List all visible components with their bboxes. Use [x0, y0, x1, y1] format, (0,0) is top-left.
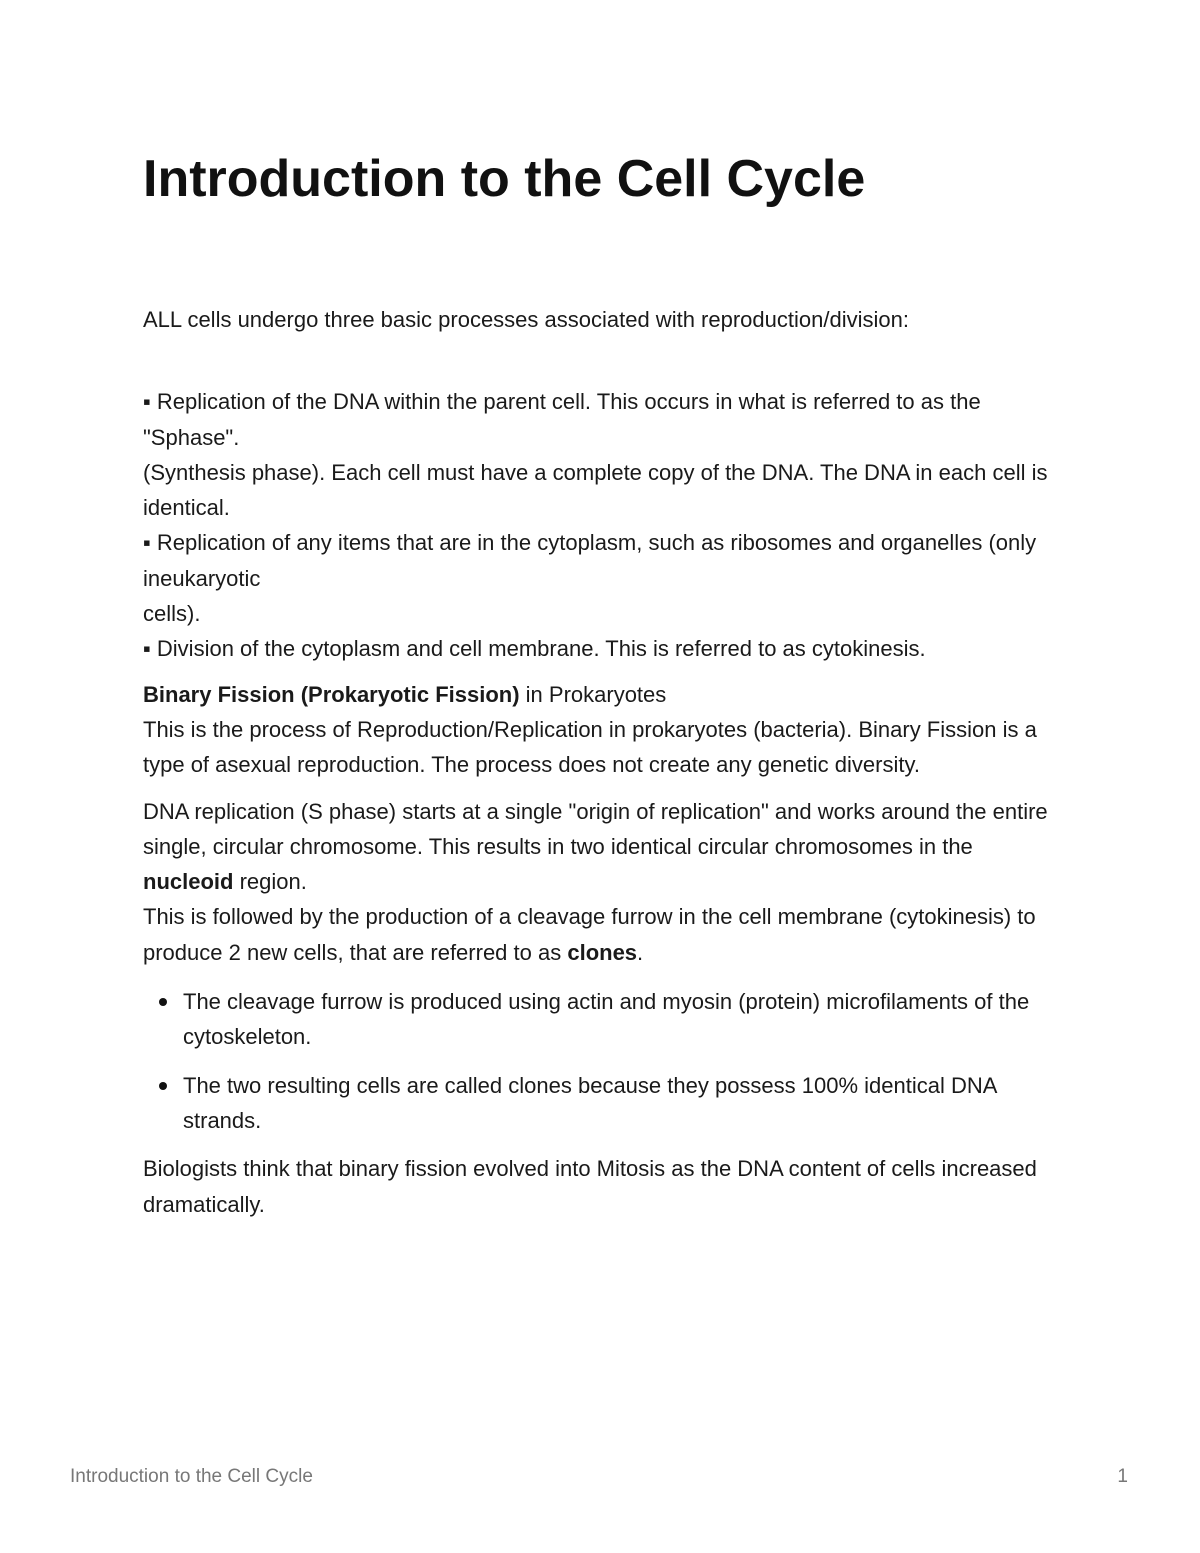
process-2-line-2: cells).: [143, 601, 201, 627]
dna-para-text-1: DNA replication (S phase) starts at a single "origin of replication" and works around the entire single, circular chromosome. This results in two identical circular chromosomes in the: [143, 798, 1048, 859]
intro-paragraph: ALL cells undergo three basic processes associated with reproduction/division:: [143, 307, 909, 332]
binary-fission-heading-rest: in Prokaryotes: [519, 681, 667, 707]
list-item: [143, 984, 1063, 1055]
nucleoid-term: nucleoid: [143, 869, 234, 895]
furrow-text-1: This is followed by the production of a cleavage furrow in the cell membrane (cytokinesis) to produce 2 new cells, that are referred to as: [143, 904, 1036, 965]
process-1-line-3: identical.: [143, 495, 230, 521]
dna-para-text-2: region.: [233, 869, 307, 895]
bullet-list: [143, 984, 1063, 1138]
binary-fission-heading: [143, 677, 1063, 712]
closing-paragraph: Biologists think that binary fission evolved into Mitosis as the DNA content of cells increased dramatically.: [143, 1156, 1037, 1217]
page-number: 1: [1117, 1466, 1128, 1487]
process-2-line-1: ▪ Replication of any items that are in the cytoplasm, such as ribosomes and organelles (only ineukaryotic: [143, 530, 1037, 591]
footer-title: Introduction to the Cell Cycle: [70, 1466, 313, 1487]
process-1-line-2: (Synthesis phase). Each cell must have a complete copy of the DNA. The DNA in each cell is: [143, 459, 1048, 485]
cleavage-furrow-paragraph: [143, 899, 1063, 970]
document-body: [143, 302, 1063, 1222]
list-item-text: The cleavage furrow is produced using actin and myosin (protein) microfilaments of the cytoskeleton.: [183, 989, 1030, 1050]
bullet-dot-icon: [159, 998, 167, 1006]
dna-replication-paragraph: [143, 794, 1063, 900]
binary-fission-description: This is the process of Reproduction/Replication in prokaryotes (bacteria). Binary Fission is a type of asexual reproduction. The process does not create any genetic diversity.: [143, 716, 1037, 778]
page-title: Introduction to the Cell Cycle: [143, 150, 866, 208]
process-1-line-1: ▪ Replication of the DNA within the parent cell. This occurs in what is referred to as the "Sphase".: [143, 389, 981, 450]
list-item: [143, 1068, 1063, 1139]
bullet-dot-icon: [159, 1082, 167, 1090]
furrow-text-2: .: [637, 939, 644, 965]
list-item-text: The two resulting cells are called clones because they possess 100% identical DNA strands.: [183, 1072, 997, 1133]
binary-fission-heading-bold: Binary Fission (Prokaryotic Fission): [143, 681, 520, 707]
process-3: ▪ Division of the cytoplasm and cell membrane. This is referred to as cytokinesis.: [143, 636, 926, 662]
clones-term: clones: [567, 939, 638, 965]
